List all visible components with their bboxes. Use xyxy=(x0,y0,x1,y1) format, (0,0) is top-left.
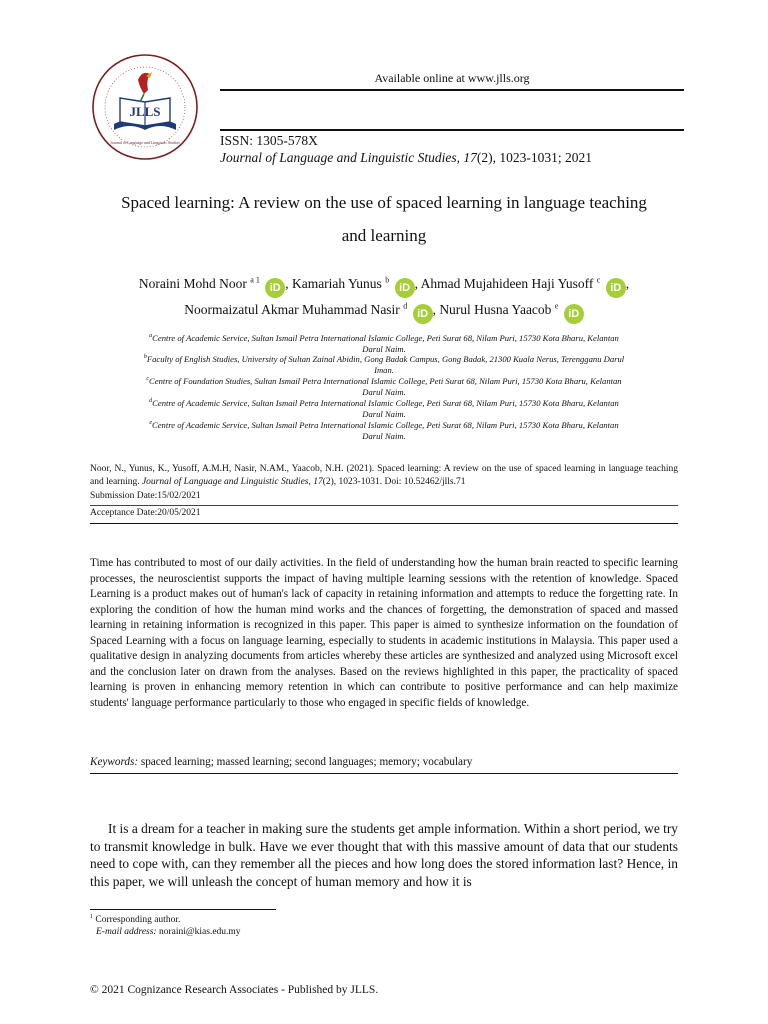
affiliation-text: Centre of Foundation Studies, Sultan Ismail Petra International Islamic College, Peti Surat 68, Nilam Puri, 15730 Kota Bharu, Kelantan xyxy=(149,376,622,386)
abstract: Time has contributed to most of our daily activities. In the field of understanding how the human brain reacted to specific learning processes, the neuroscientist supports the impact of having multiple learning sessions with the retention of knowledge. Spaced Learning is a product makes out of human's lack of capacity in retaining information and attempts to reduce the forgetting rate. In exploring the condition of how the human mind works and the chances of forgetting, the demonstration of spaced and massed learning in retaining information is recognized in this paper. This paper is aimed to synthesize information on the foundation of Spaced Learning with a focus on language learning, especially to students in academic institutions in Malaysia. This paper used a qualitative design in analyzing documents from articles whereby these articles are synthesized and analyzed using Microsoft excel and the conclusion later on drawn from the analyses. Based on the reviews highlighted in this paper, the practicality of spaced learning is proven in enhancing memory retention in which can contribute to positive performance and can help maximize students' language performance particularly to those who engaged in specific fields of knowledge. xyxy=(90,557,678,709)
title-line-1: Spaced learning: A review on the use of spaced learning in language teaching xyxy=(121,193,647,212)
footnote-text: Corresponding author. xyxy=(93,915,181,926)
footnote-email xyxy=(96,927,241,937)
orcid-icon[interactable]: iD xyxy=(606,278,626,298)
affiliation-text-cont: Darul Naim. xyxy=(362,343,406,354)
header-rule-bottom xyxy=(220,129,684,131)
author-sup: d xyxy=(403,301,408,311)
orcid-icon[interactable]: iD xyxy=(564,304,584,324)
orcid-icon[interactable]: iD xyxy=(413,304,433,324)
citation-rest: (2), 1023-1031. Doi: 10.52462/jlls.71 xyxy=(322,477,466,487)
keywords-list: spaced learning; massed learning; second languages; memory; vocabulary xyxy=(138,756,473,768)
affiliation-text-cont: Darul Naim. xyxy=(362,386,406,397)
orcid-icon[interactable]: iD xyxy=(395,278,415,298)
author-sep: , xyxy=(285,276,289,291)
affiliation-text: Faculty of English Studies, University of Sultan Zainal Abidin, Gong Badak Campus, Gong Badak, 21300 Kuala Nerus, Terengganu Darul xyxy=(146,354,625,364)
author-name: Nurul Husna Yaacob xyxy=(439,302,552,317)
affiliation-d xyxy=(90,398,678,419)
date-divider xyxy=(90,505,678,506)
abstract-rule xyxy=(90,773,678,774)
author-line-2 xyxy=(60,302,708,324)
author-sup: c xyxy=(596,275,601,285)
intro-paragraph: It is a dream for a teacher in making sure the students get ample information. Within a short period, we try to transmit knowledge in bulk. Have we ever thought that with this massive amount of data that our students need to cope with, can they remember all the pieces and how long does the stored information last? Hence, in this paper, we will unleash the concept of human memory and how it is xyxy=(90,821,678,889)
journal-issue: (2), 1023-1031; 2021 xyxy=(476,150,593,165)
journal-reference xyxy=(220,150,592,166)
affiliation-sup: a xyxy=(149,333,153,340)
affiliation-sup: e xyxy=(149,420,153,427)
email-address[interactable]: noraini@kias.edu.my xyxy=(156,927,241,937)
affiliation-text: Centre of Academic Service, Sultan Ismail Petra International Islamic College, Peti Surat 68, Nilam Puri, 15730 Kota Bharu, Kelantan xyxy=(152,398,619,408)
affiliation-text: Centre of Academic Service, Sultan Ismail Petra International Islamic College, Peti Surat 68, Nilam Puri, 15730 Kota Bharu, Kelantan xyxy=(152,333,619,343)
logo-ring-text: Journal of Language and Linguistic Studies xyxy=(110,140,180,145)
footnote-corresponding xyxy=(90,914,180,925)
submission-date: Submission Date:15/02/2021 xyxy=(90,491,201,501)
author-sep: , xyxy=(432,302,436,317)
author-sep: , xyxy=(625,276,630,291)
citation-rule xyxy=(90,523,678,524)
footnote-rule xyxy=(90,909,276,910)
affiliation-e xyxy=(90,420,678,441)
orcid-icon[interactable]: iD xyxy=(265,278,285,298)
author-sup: e xyxy=(554,301,559,311)
journal-name: Journal of Language and Linguistic Studies, 17 xyxy=(220,150,477,165)
author-line-1 xyxy=(60,276,708,298)
available-online: Available online at www.jlls.org xyxy=(374,71,530,85)
author-name: Noraini Mohd Noor xyxy=(138,276,247,291)
author-name: Noormaizatul Akmar Muhammad Nasir xyxy=(184,302,400,317)
affiliation-a xyxy=(90,333,678,354)
citation xyxy=(90,463,678,489)
article-title xyxy=(90,186,678,252)
affiliation-text: Centre of Academic Service, Sultan Ismail Petra International Islamic College, Peti Surat 68, Nilam Puri, 15730 Kota Bharu, Kelantan xyxy=(152,420,619,430)
affiliation-text-cont: Iman. xyxy=(374,364,394,375)
header-rule-top xyxy=(220,89,684,91)
keywords xyxy=(90,756,678,768)
keywords-label: Keywords: xyxy=(90,756,139,768)
title-line-2: and learning xyxy=(341,226,427,245)
author-name: Ahmad Mujahideen Haji Yusoff xyxy=(420,276,594,291)
affiliation-c xyxy=(90,376,678,397)
author-sep: , xyxy=(414,276,418,291)
author-sup: b xyxy=(385,275,390,285)
author-name: Kamariah Yunus xyxy=(291,276,382,291)
affiliation-sup: c xyxy=(146,376,150,383)
affiliation-text-cont: Darul Naim. xyxy=(362,408,406,419)
email-label: E-mail address: xyxy=(96,927,157,937)
affiliation-text-cont: Darul Naim. xyxy=(362,430,406,441)
affiliation-sup: d xyxy=(149,398,153,405)
issn: ISSN: 1305-578X xyxy=(220,133,318,148)
journal-logo xyxy=(90,52,200,162)
acceptance-date: Acceptance Date:20/05/2021 xyxy=(90,508,201,518)
author-sup: a 1 xyxy=(250,275,260,285)
affiliation-sup: b xyxy=(143,354,147,361)
affiliation-b xyxy=(90,354,678,375)
logo-text: JLLS xyxy=(129,104,161,119)
citation-text: Noor, N., Yunus, K., Yusoff, A.M.H, Nasir, N.AM., Yaacob, N.H. (2021). Spaced learning: A review on the use of spaced learning in language teaching and learning. xyxy=(90,464,678,487)
footnote-mark: 1 xyxy=(90,914,93,920)
copyright: © 2021 Cognizance Research Associates - Published by JLLS. xyxy=(90,984,379,996)
citation-journal: Journal of Language and Linguistic Studies, 17 xyxy=(141,477,323,487)
